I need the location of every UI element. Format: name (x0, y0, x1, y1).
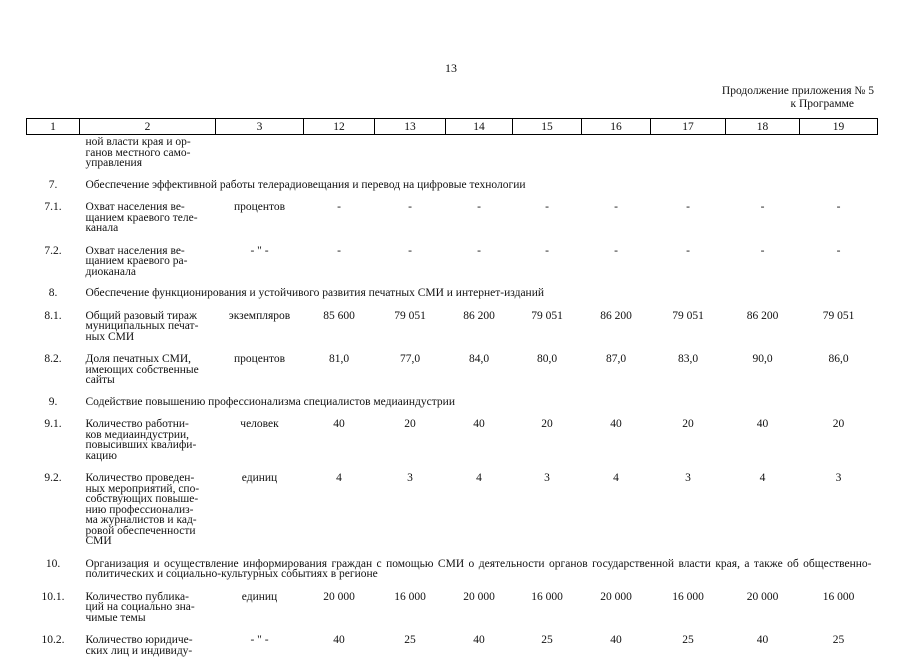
column-header: 16 (582, 119, 651, 135)
value-cell: 40 (726, 629, 800, 662)
column-header: 13 (375, 119, 446, 135)
value-cell: 4 (304, 467, 375, 553)
value-cell: - (513, 240, 582, 284)
value-cell: 16 000 (651, 586, 726, 630)
value-cell (513, 135, 582, 175)
indicator-name: Количество работни- ков медиаиндустрии, повысивших квалифи- кацию (80, 413, 216, 467)
table-row (27, 135, 878, 175)
value-cell: 20 (513, 413, 582, 467)
appendix-line2: к Программе (722, 98, 854, 111)
table-row (27, 413, 878, 467)
value-cell: - (651, 240, 726, 284)
value-cell: 20 000 (304, 586, 375, 630)
value-cell: 87,0 (582, 348, 651, 392)
unit-of-measure: экземпляров (216, 305, 304, 349)
section-row (27, 175, 878, 197)
value-cell (304, 135, 375, 175)
indicator-name: Охват населения ве- щанием краевого ра- диоканала (80, 240, 216, 284)
section-number: 9. (27, 392, 80, 414)
value-cell: 3 (800, 467, 878, 553)
table-row (27, 629, 878, 662)
unit-of-measure: человек (216, 413, 304, 467)
unit-of-measure (216, 135, 304, 175)
indicators-table (26, 118, 878, 662)
value-cell: 4 (446, 467, 513, 553)
value-cell: 40 (304, 629, 375, 662)
unit-of-measure: - " - (216, 240, 304, 284)
column-header: 19 (800, 119, 878, 135)
item-number: 9.1. (27, 413, 80, 467)
value-cell: 40 (446, 629, 513, 662)
table-row (27, 467, 878, 553)
indicator-name: ной власти края и ор- ганов местного само- управления (80, 135, 216, 175)
value-cell: 4 (582, 467, 651, 553)
value-cell: 86 200 (446, 305, 513, 349)
section-title: Обеспечение эффективной работы телерадиовещания и перевод на цифровые технологии (80, 175, 878, 197)
value-cell (726, 135, 800, 175)
value-cell: 86 200 (582, 305, 651, 349)
column-header: 1 (27, 119, 80, 135)
value-cell: - (446, 240, 513, 284)
section-title: Содействие повышению профессионализма специалистов медиаиндустрии (80, 392, 878, 414)
section-title: Обеспечение функционирования и устойчивого развития печатных СМИ и интернет-изданий (80, 283, 878, 305)
value-cell: - (304, 196, 375, 240)
value-cell: - (582, 196, 651, 240)
item-number: 9.2. (27, 467, 80, 553)
value-cell: 81,0 (304, 348, 375, 392)
value-cell: 90,0 (726, 348, 800, 392)
value-cell: - (375, 240, 446, 284)
value-cell (446, 135, 513, 175)
value-cell: 20 000 (726, 586, 800, 630)
value-cell: 3 (651, 467, 726, 553)
value-cell: - (513, 196, 582, 240)
value-cell: 3 (375, 467, 446, 553)
value-cell: 86 200 (726, 305, 800, 349)
indicator-name: Количество проведен- ных мероприятий, спо- собствующих повыше- нию профессионализ- ма журналистов и кад- ровой обеспеченности СМИ (80, 467, 216, 553)
value-cell (375, 135, 446, 175)
column-header: 3 (216, 119, 304, 135)
value-cell: - (726, 196, 800, 240)
value-cell: 86,0 (800, 348, 878, 392)
value-cell: 84,0 (446, 348, 513, 392)
value-cell: 40 (582, 413, 651, 467)
value-cell: 3 (513, 467, 582, 553)
section-number: 10. (27, 553, 80, 586)
value-cell: 16 000 (513, 586, 582, 630)
value-cell: 20 (800, 413, 878, 467)
column-header: 12 (304, 119, 375, 135)
page-number: 13 (445, 61, 457, 76)
indicator-name: Доля печатных СМИ, имеющих собственные сайты (80, 348, 216, 392)
value-cell: 40 (446, 413, 513, 467)
value-cell: - (582, 240, 651, 284)
unit-of-measure: - " - (216, 629, 304, 662)
value-cell: 25 (800, 629, 878, 662)
appendix-caption (722, 85, 874, 111)
section-title: Организация и осуществление информирования граждан с помощью СМИ о деятельности органов государственной власти края, а также об общественно-политических и социально-культурных событиях в регионе (80, 553, 878, 586)
value-cell: 25 (375, 629, 446, 662)
table-row (27, 586, 878, 630)
value-cell: 79 051 (513, 305, 582, 349)
value-cell (800, 135, 878, 175)
value-cell: 25 (651, 629, 726, 662)
value-cell (651, 135, 726, 175)
appendix-line1: Продолжение приложения № 5 (722, 85, 874, 98)
value-cell: - (726, 240, 800, 284)
item-number: 10.1. (27, 586, 80, 630)
value-cell (582, 135, 651, 175)
item-number: 7.2. (27, 240, 80, 284)
value-cell: 20 000 (446, 586, 513, 630)
value-cell: 4 (726, 467, 800, 553)
value-cell: 83,0 (651, 348, 726, 392)
value-cell: 25 (513, 629, 582, 662)
column-header: 2 (80, 119, 216, 135)
table-body (27, 135, 878, 662)
section-row (27, 283, 878, 305)
table-row (27, 240, 878, 284)
value-cell: - (304, 240, 375, 284)
indicator-name: Количество публика- ций на социально зна- чимые темы (80, 586, 216, 630)
indicator-name: Общий разовый тираж муниципальных печат- ных СМИ (80, 305, 216, 349)
section-row (27, 392, 878, 414)
item-number: 8.2. (27, 348, 80, 392)
value-cell: 16 000 (800, 586, 878, 630)
value-cell: 16 000 (375, 586, 446, 630)
value-cell: 20 000 (582, 586, 651, 630)
table-row (27, 348, 878, 392)
unit-of-measure: единиц (216, 586, 304, 630)
value-cell: 85 600 (304, 305, 375, 349)
section-number: 7. (27, 175, 80, 197)
indicator-name: Охват населения ве- щанием краевого теле- канала (80, 196, 216, 240)
column-header: 17 (651, 119, 726, 135)
item-number (27, 135, 80, 175)
section-row (27, 553, 878, 586)
item-number: 7.1. (27, 196, 80, 240)
value-cell: 79 051 (800, 305, 878, 349)
item-number: 8.1. (27, 305, 80, 349)
value-cell: 80,0 (513, 348, 582, 392)
value-cell: - (651, 196, 726, 240)
header-row (27, 119, 878, 135)
value-cell: - (446, 196, 513, 240)
unit-of-measure: процентов (216, 348, 304, 392)
value-cell: - (800, 240, 878, 284)
section-number: 8. (27, 283, 80, 305)
value-cell: - (800, 196, 878, 240)
unit-of-measure: единиц (216, 467, 304, 553)
value-cell: - (375, 196, 446, 240)
column-header: 18 (726, 119, 800, 135)
indicator-name: Количество юридиче- ских лиц и индивиду- (80, 629, 216, 662)
unit-of-measure: процентов (216, 196, 304, 240)
value-cell: 40 (726, 413, 800, 467)
value-cell: 79 051 (651, 305, 726, 349)
value-cell: 79 051 (375, 305, 446, 349)
column-header: 15 (513, 119, 582, 135)
item-number: 10.2. (27, 629, 80, 662)
table-row (27, 196, 878, 240)
value-cell: 40 (304, 413, 375, 467)
column-header: 14 (446, 119, 513, 135)
table-row (27, 305, 878, 349)
value-cell: 40 (582, 629, 651, 662)
value-cell: 20 (375, 413, 446, 467)
value-cell: 77,0 (375, 348, 446, 392)
value-cell: 20 (651, 413, 726, 467)
